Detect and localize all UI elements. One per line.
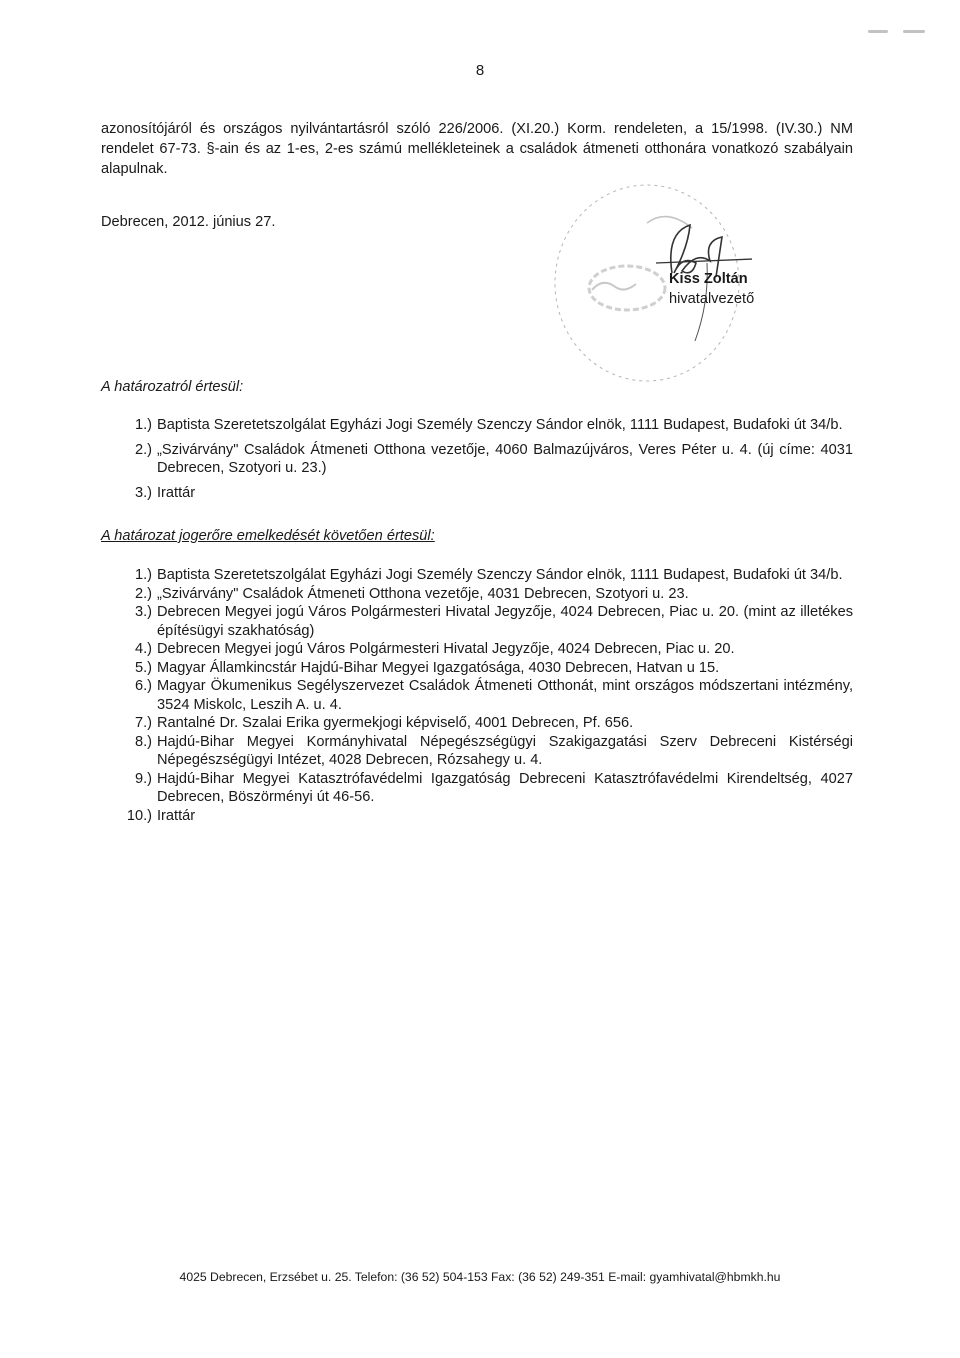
list-item-number: 2.) bbox=[134, 441, 152, 458]
list-item-text: Hajdú-Bihar Megyei Katasztrófavédelmi Igazgatóság Debreceni Katasztrófavédelmi Kirendeltség, 4027 Debrecen, Böszörményi út 46-56. bbox=[157, 770, 853, 805]
notification-list bbox=[101, 416, 853, 502]
page-number: 8 bbox=[475, 62, 485, 79]
list-item bbox=[101, 484, 853, 503]
list-item-number: 4.) bbox=[134, 641, 152, 657]
official-signature-block bbox=[669, 269, 754, 309]
list-item-text: Baptista Szeretetszolgálat Egyházi Jogi Személy Szenczy Sándor elnök, 1111 Budapest, Budafoki út 34/b. bbox=[157, 567, 843, 583]
list-item bbox=[101, 807, 853, 826]
list-item bbox=[101, 733, 853, 770]
final-notification-list bbox=[101, 566, 853, 825]
list-item-text: Baptista Szeretetszolgálat Egyházi Jogi Személy Szenczy Sándor elnök, 1111 Budapest, Budafoki út 34/b. bbox=[157, 417, 843, 433]
list-item-number: 3.) bbox=[134, 484, 152, 501]
list-item-number: 8.) bbox=[134, 733, 152, 750]
list-item-text: Magyar Ökumenikus Segélyszervezet Családok Átmeneti Otthonát, mint országos módszertani intézmény, 3524 Miskolc, Leszih A. u. 4. bbox=[157, 678, 853, 713]
list-item bbox=[101, 640, 853, 659]
official-title: hivatalvezető bbox=[669, 291, 755, 307]
list-item-text: Debrecen Megyei jogú Város Polgármesteri Hivatal Jegyzője, 4024 Debrecen, Piac u. 20. bbox=[157, 641, 735, 657]
list-item-number: 1.) bbox=[134, 567, 152, 583]
scan-mark bbox=[903, 30, 925, 33]
list-item-number: 5.) bbox=[134, 659, 152, 676]
list-item-text: Debrecen Megyei jogú Város Polgármesteri Hivatal Jegyzője, 4024 Debrecen, Piac u. 20. (mint az illetékes építésügyi szakhatóság) bbox=[157, 604, 853, 639]
list-item-text: Rantalné Dr. Szalai Erika gyermekjogi képviselő, 4001 Debrecen, Pf. 656. bbox=[157, 715, 634, 731]
list-item-text: Hajdú-Bihar Megyei Kormányhivatal Népegészségügyi Szakigazgatási Szerv Debreceni Kistérségi Népegészségügyi Intézet, 4028 Debrecen, Rózsahegy u. 4. bbox=[157, 733, 853, 768]
list-item-number: 1.) bbox=[134, 417, 152, 433]
intro-paragraph: azonosítójáról és országos nyilvántartásról szóló 226/2006. (XI.20.) Korm. rendeleten, a 15/1998. (IV.30.) NM rendelet 67-73. §-ain és az 1-es, 2-es számú mellékleteinek a családok átmeneti otthonára vonatkozó szabályain alapulnak. bbox=[101, 121, 853, 177]
list-item bbox=[101, 770, 853, 807]
list-item bbox=[101, 441, 853, 478]
scan-mark bbox=[868, 30, 888, 33]
list-item-text: Magyar Államkincstár Hajdú-Bihar Megyei Igazgatósága, 4030 Debrecen, Hatvan u 15. bbox=[157, 659, 720, 676]
list-item-number: 10.) bbox=[126, 807, 152, 824]
list-item-number: 9.) bbox=[134, 770, 152, 787]
list-item-number: 2.) bbox=[134, 585, 152, 602]
list-item-text: Irattár bbox=[157, 484, 196, 501]
list-item-text: „Szivárvány" Családok Átmeneti Otthona vezetője, 4060 Balmazújváros, Veres Péter u. 4. (új címe: 4031 Debrecen, Szotyori u. 23.) bbox=[157, 441, 853, 476]
notification-heading: A határozatról értesül: bbox=[101, 379, 244, 395]
list-item bbox=[101, 659, 853, 678]
list-item-text: „Szivárvány" Családok Átmeneti Otthona vezetője, 4031 Debrecen, Szotyori u. 23. bbox=[157, 585, 689, 602]
official-name: Kiss Zoltán bbox=[669, 271, 748, 287]
list-item bbox=[101, 566, 853, 585]
list-item bbox=[101, 677, 853, 714]
list-item-text: Irattár bbox=[157, 807, 196, 824]
list-item bbox=[101, 416, 853, 435]
footer-contact: 4025 Debrecen, Erzsébet u. 25. Telefon: (36 52) 504-153 Fax: (36 52) 249-351 E-mail: gyamhivatal@hbmkh.hu bbox=[179, 1270, 781, 1284]
list-item bbox=[101, 585, 853, 604]
final-notification-heading: A határozat jogerőre emelkedését követően értesül: bbox=[101, 528, 435, 544]
list-item-number: 3.) bbox=[134, 604, 152, 620]
list-item-number: 7.) bbox=[134, 715, 152, 731]
list-item bbox=[101, 714, 853, 733]
list-item-number: 6.) bbox=[134, 678, 152, 694]
date-line: Debrecen, 2012. június 27. bbox=[101, 214, 276, 230]
list-item bbox=[101, 603, 853, 640]
